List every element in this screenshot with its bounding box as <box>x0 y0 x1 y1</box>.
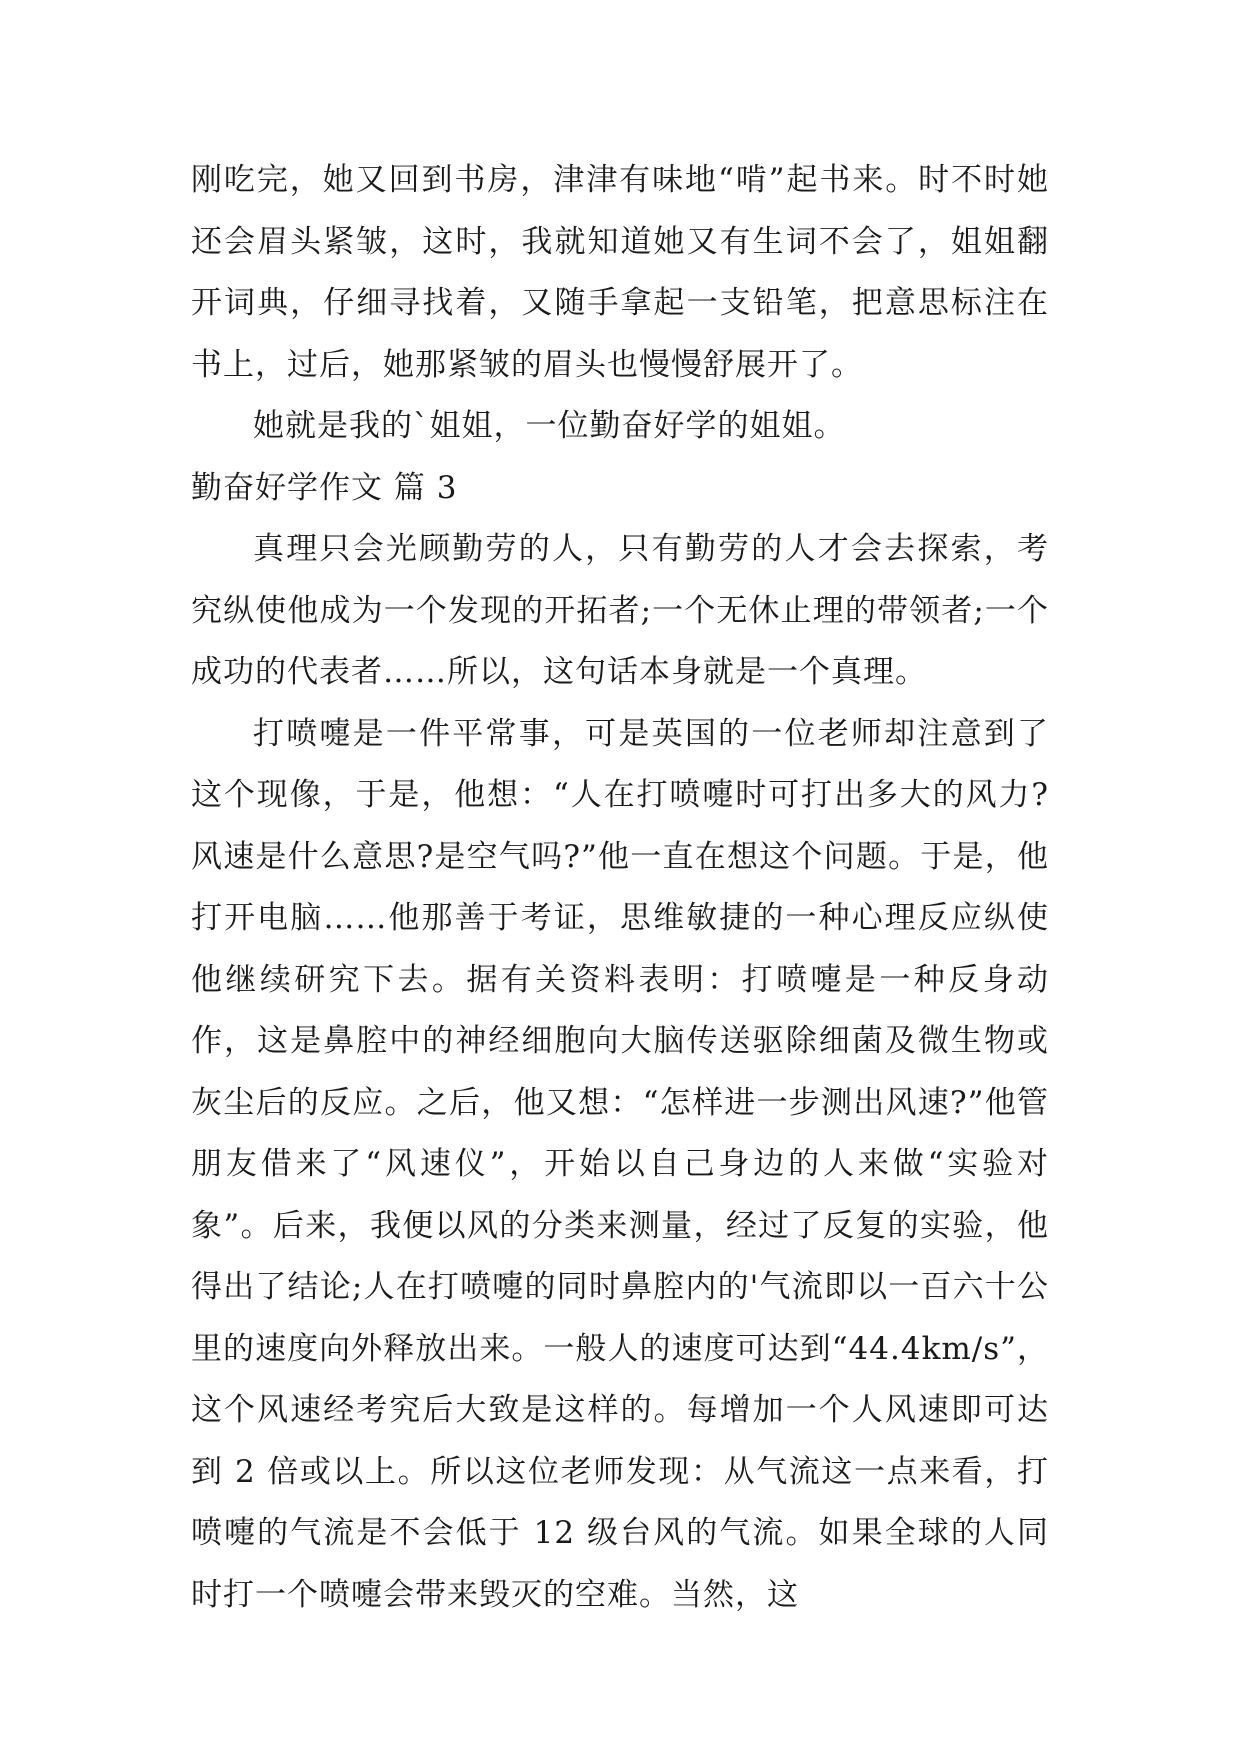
paragraph-3: 真理只会光顾勤劳的人，只有勤劳的人才会去探索，考究纵使他成为一个发现的开拓者;一个无休止理的带领者;一个成功的代表者……所以，这句话本身就是一个真理。 <box>191 531 1049 690</box>
paragraph-4: 打喷嚏是一件平常事，可是英国的一位老师却注意到了这个现像，于是，他想：“人在打喷嚏时可打出多大的风力?风速是什么意思?是空气吗?”他一直在想这个问题。于是，他打开电脑……他那善于考证，思维敏捷的一种心理反应纵使他继续研究下去。据有关资料表明：打喷嚏是一种反身动作，这是鼻腔中的神经细胞向大脑传送驱除细菌及微生物或灰尘后的反应。之后，他又想：“怎样进一步测出风速?”他管朋友借来了“风速仪”，开始以自己身边的人来做“实验对象”。后来，我便以风的分类来测量，经过了反复的实验，他得出了结论;人在打喷嚏的同时鼻腔内的'气流即以一百六十公里的速度向外释放出来。一般人的速度可达到“44.4km/s”，这个风速经考究后大致是这样的。每增加一个人风速即可达到 2 倍或以上。所以这位老师发现：从气流这一点来看，打喷嚏的气流是不会低于 12 级台风的气流。如果全球的人同时打一个喷嚏会带来毁灭的空难。当然，这 <box>191 715 1049 1613</box>
section-heading: 勤奋好学作文 篇 3 <box>191 469 458 506</box>
paragraph-1: 刚吃完，她又回到书房，津津有味地“啃”起书来。时不时她还会眉头紧皱，这时，我就知道她又有生词不会了，姐姐翻开词典，仔细寻找着，又随手拿起一支铅笔，把意思标注在书上，过后，她那紧皱的眉头也慢慢舒展开了。 <box>191 162 1049 383</box>
document-body <box>191 150 1049 1626</box>
paragraph-2: 她就是我的`姐姐，一位勤奋好学的姐姐。 <box>253 408 846 444</box>
